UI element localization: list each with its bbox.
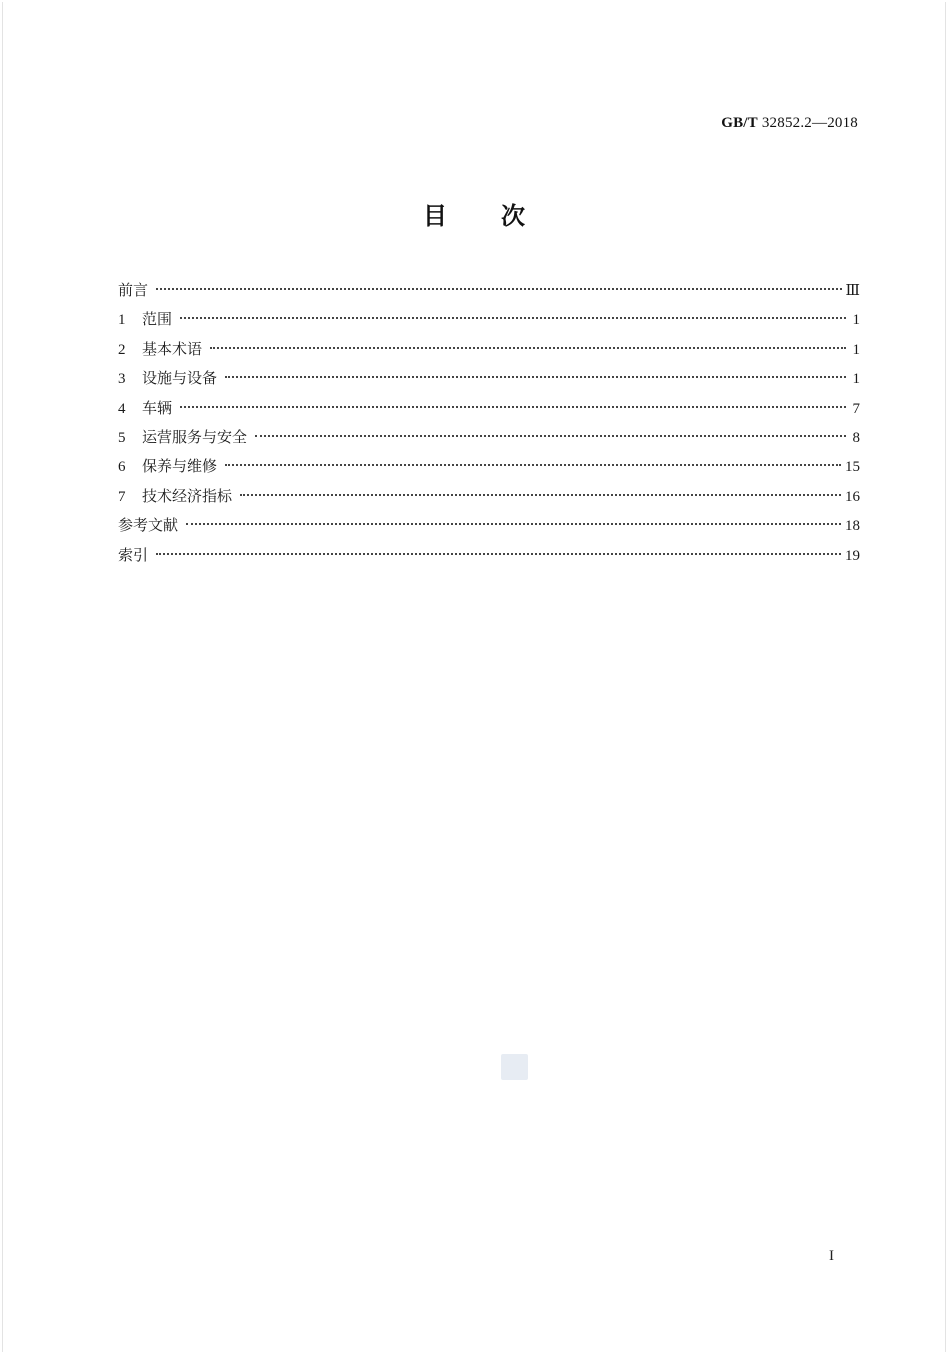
toc-entry-page: 8 xyxy=(852,429,860,446)
dot-leader xyxy=(156,288,842,290)
toc-title xyxy=(0,196,950,231)
toc-entry-page: 15 xyxy=(845,459,860,476)
toc-entry-label: 索引 xyxy=(118,545,149,564)
toc-entry-label: 车辆 xyxy=(142,398,173,417)
toc-entry-operations[interactable] xyxy=(118,423,860,452)
toc-entry-maintenance[interactable] xyxy=(118,452,860,481)
toc-entry-foreword[interactable] xyxy=(118,276,860,305)
toc-entry-label: 保养与维修 xyxy=(142,457,218,476)
toc-entry-number: 7 xyxy=(118,488,126,505)
toc-entry-page: 19 xyxy=(845,547,860,564)
dot-leader xyxy=(240,494,841,496)
toc-entry-number: 5 xyxy=(118,429,126,446)
standard-number xyxy=(721,115,858,132)
toc-title-char-2: 次 xyxy=(501,202,527,230)
toc-entry-page: 16 xyxy=(845,488,860,505)
toc-entry-number: 3 xyxy=(118,371,126,388)
dot-leader xyxy=(186,523,841,525)
toc-list xyxy=(118,276,860,570)
toc-entry-page: 1 xyxy=(852,312,860,329)
dot-leader xyxy=(180,406,846,408)
dot-leader xyxy=(156,553,841,555)
standard-code: 32852.2—2018 xyxy=(761,115,858,131)
toc-entry-facilities[interactable] xyxy=(118,364,860,393)
toc-entry-label: 运营服务与安全 xyxy=(142,427,248,446)
toc-entry-number: 6 xyxy=(118,459,126,476)
toc-entry-basic-terms[interactable] xyxy=(118,335,860,364)
toc-entry-page: 1 xyxy=(852,371,860,388)
toc-entry-references[interactable] xyxy=(118,511,860,540)
toc-entry-label: 参考文献 xyxy=(118,516,179,535)
toc-entry-vehicles[interactable] xyxy=(118,394,860,423)
toc-entry-number: 1 xyxy=(118,312,126,329)
toc-entry-label: 技术经济指标 xyxy=(142,486,233,505)
dot-leader xyxy=(180,317,846,319)
dot-leader xyxy=(210,347,846,349)
toc-entry-scope[interactable] xyxy=(118,305,860,334)
toc-entry-page: Ⅲ xyxy=(845,283,860,299)
toc-entry-page: 18 xyxy=(845,518,860,535)
page-number: I xyxy=(829,1248,834,1264)
toc-entry-number: 2 xyxy=(118,341,126,358)
standard-prefix: GB/T xyxy=(721,115,758,131)
dot-leader xyxy=(225,464,841,466)
dot-leader xyxy=(255,435,846,437)
toc-entry-label: 范围 xyxy=(142,310,173,329)
toc-entry-label: 设施与设备 xyxy=(142,369,218,388)
toc-title-char-1: 目 xyxy=(423,202,449,230)
dot-leader xyxy=(225,376,846,378)
toc-entry-indicators[interactable] xyxy=(118,482,860,511)
toc-entry-label: 基本术语 xyxy=(142,339,203,358)
toc-entry-page: 1 xyxy=(852,341,860,358)
watermark-mark xyxy=(501,1054,528,1080)
toc-entry-number: 4 xyxy=(118,400,126,417)
toc-entry-index[interactable] xyxy=(118,541,860,570)
toc-entry-page: 7 xyxy=(852,400,860,417)
toc-entry-label: 前言 xyxy=(118,281,149,299)
